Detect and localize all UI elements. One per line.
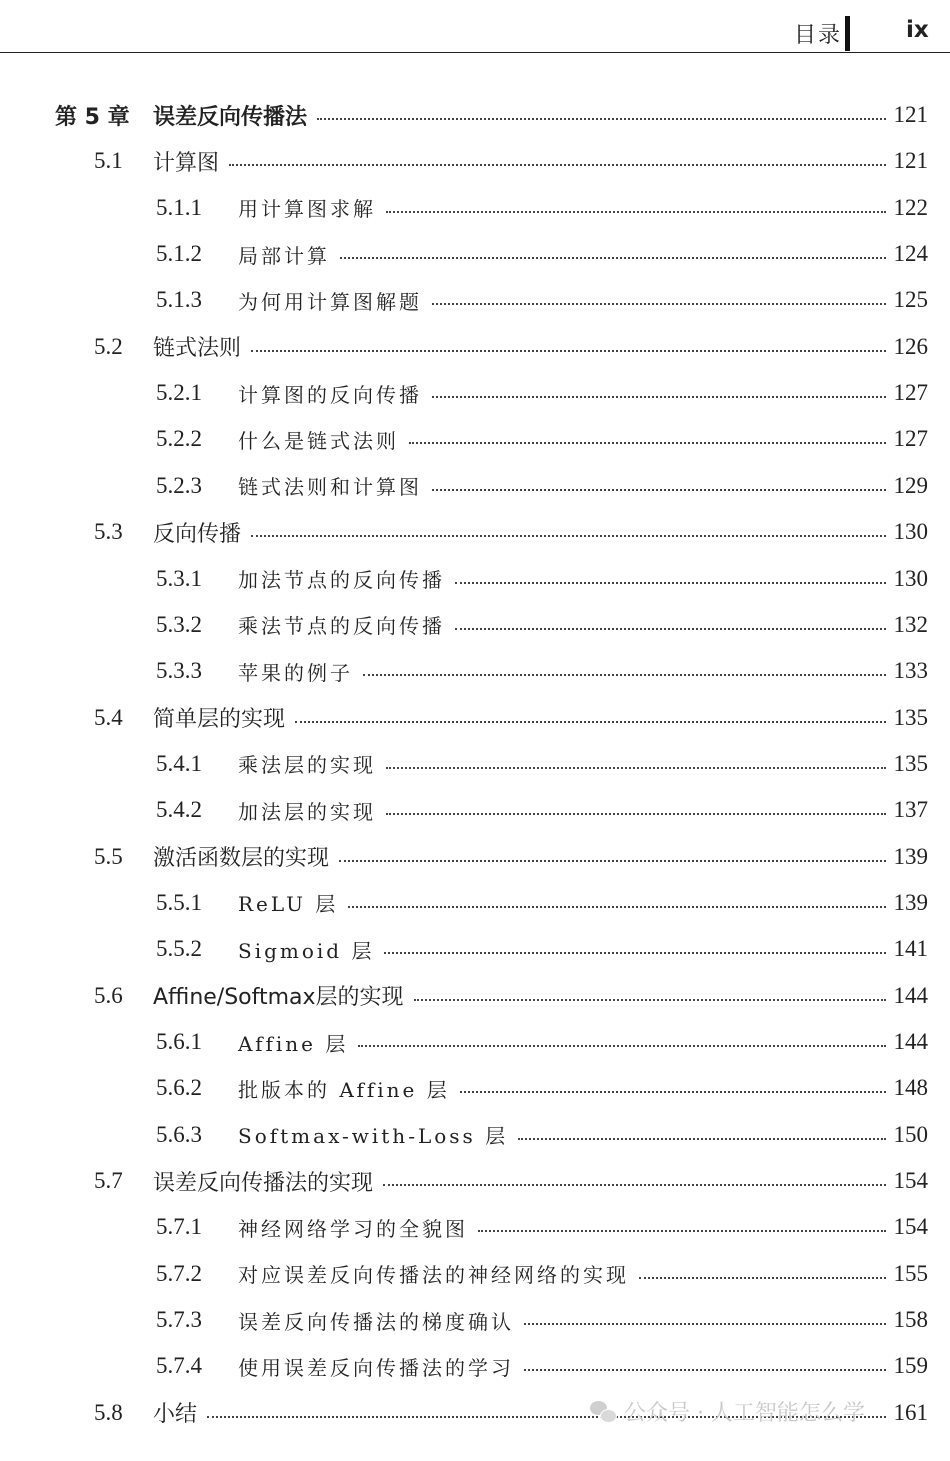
toc-entry bbox=[0, 1297, 950, 1343]
toc-entry-title: Affine/Softmax层的实现 bbox=[153, 985, 404, 1011]
toc-entry-title: 对应误差反向传播法的神经网络的实现 bbox=[238, 1263, 629, 1288]
toc-entry-page: 121 bbox=[893, 102, 928, 127]
toc-entry-page: 155 bbox=[893, 1260, 928, 1286]
toc-entry bbox=[0, 787, 950, 833]
toc-entry bbox=[0, 1204, 950, 1250]
watermark bbox=[590, 1396, 865, 1427]
toc-entry-page: 139 bbox=[893, 843, 928, 869]
toc-entry-title: 为何用计算图解题 bbox=[238, 289, 422, 314]
toc-entry-number: 5.2.1 bbox=[156, 380, 202, 406]
toc-entry-number: 5.6.3 bbox=[156, 1121, 202, 1147]
toc-entry-number: 第 5 章 bbox=[55, 104, 130, 130]
toc-entry-page: 130 bbox=[893, 519, 928, 545]
toc-entry-number: 5.4.2 bbox=[156, 797, 202, 823]
toc-entry-number: 5.3.3 bbox=[156, 658, 202, 684]
toc-entry-page: 154 bbox=[893, 1214, 928, 1240]
toc-entry-number: 5.7.3 bbox=[156, 1307, 202, 1333]
header-rule bbox=[0, 52, 950, 53]
toc-entry-number: 5.5 bbox=[94, 843, 123, 869]
toc-entry-number: 5.3.1 bbox=[156, 565, 202, 591]
toc-entry bbox=[0, 185, 950, 231]
toc-entry-title: 神经网络学习的全貌图 bbox=[238, 1216, 468, 1241]
toc-entry-page: 130 bbox=[893, 565, 928, 591]
toc-entry-number: 5.7.2 bbox=[156, 1260, 202, 1286]
toc-entry-title: 局部计算 bbox=[238, 243, 330, 268]
toc-entry-title: 误差反向传播法 bbox=[153, 104, 308, 130]
toc-entry-page: 159 bbox=[893, 1353, 928, 1379]
toc-entry-title: 加法节点的反向传播 bbox=[238, 568, 445, 592]
wechat-icon bbox=[590, 1401, 616, 1423]
toc-entry-page: 154 bbox=[893, 1168, 928, 1194]
toc-entry-number: 5.1.3 bbox=[156, 287, 202, 313]
toc-entry-title: ReLU 层 bbox=[238, 892, 339, 917]
toc-entry-title: 使用误差反向传播法的学习 bbox=[238, 1355, 514, 1380]
toc-entry-number: 5.6 bbox=[94, 982, 123, 1008]
toc-entry-title: Affine 层 bbox=[238, 1031, 349, 1056]
toc-entry-number: 5.4 bbox=[94, 704, 123, 730]
toc-leader-dots bbox=[339, 858, 886, 862]
toc-leader-dots bbox=[229, 162, 886, 166]
toc-entry bbox=[0, 416, 950, 462]
toc-entry-page: 133 bbox=[893, 658, 928, 684]
toc-leader-dots bbox=[455, 580, 886, 584]
toc-entry-number: 5.6.2 bbox=[156, 1075, 202, 1101]
toc-entry-title: 批版本的 Affine 层 bbox=[238, 1077, 450, 1102]
toc-entry bbox=[0, 324, 950, 370]
toc-entry-title: 什么是链式法则 bbox=[238, 428, 399, 453]
toc-entry bbox=[0, 370, 950, 416]
toc-entry bbox=[0, 695, 950, 741]
toc-entry-page: 144 bbox=[893, 982, 928, 1008]
toc-leader-dots bbox=[340, 255, 886, 259]
toc-leader-dots bbox=[455, 626, 886, 630]
toc-leader-dots bbox=[348, 904, 886, 908]
toc-leader-dots bbox=[384, 950, 886, 954]
toc-entry-page: 144 bbox=[893, 1029, 928, 1054]
toc-leader-dots bbox=[639, 1275, 886, 1279]
toc-entry bbox=[0, 1019, 950, 1065]
toc-leader-dots bbox=[524, 1321, 886, 1325]
toc-entry-page: 135 bbox=[893, 750, 928, 776]
toc-entry bbox=[0, 926, 950, 972]
toc-entry bbox=[0, 509, 950, 555]
toc-entry-page: 126 bbox=[893, 333, 928, 359]
toc-leader-dots bbox=[295, 719, 886, 723]
toc-entry-page: 132 bbox=[893, 611, 928, 637]
toc-entry-number: 5.7.1 bbox=[156, 1214, 202, 1240]
toc-entry bbox=[0, 1251, 950, 1297]
toc-entry-title: 乘法节点的反向传播 bbox=[238, 614, 445, 639]
toc-leader-dots bbox=[414, 997, 886, 1001]
toc-entry bbox=[0, 880, 950, 926]
toc-entry-number: 5.4.1 bbox=[156, 750, 202, 776]
toc-entry-title: 加法层的实现 bbox=[238, 799, 376, 824]
toc-entry-title: 链式法则 bbox=[153, 336, 242, 362]
header-divider-bar bbox=[845, 16, 850, 51]
toc-leader-dots bbox=[251, 533, 886, 537]
toc-entry-title: Sigmoid 层 bbox=[238, 938, 375, 963]
toc-entry-title: 苹果的例子 bbox=[238, 660, 353, 685]
toc-entry-number: 5.2.2 bbox=[156, 426, 202, 452]
toc-entry-page: 150 bbox=[893, 1121, 928, 1147]
toc-entry-page: 148 bbox=[893, 1075, 928, 1101]
toc-entry-number: 5.1.2 bbox=[156, 241, 202, 267]
toc-entry-page: 137 bbox=[893, 797, 928, 823]
toc-entry-number: 5.8 bbox=[94, 1399, 123, 1425]
toc-entry-title: 小结 bbox=[153, 1402, 198, 1428]
toc-entry bbox=[0, 231, 950, 277]
toc-entry-title: 计算图的反向传播 bbox=[238, 382, 422, 407]
header-page-number: ix bbox=[906, 17, 929, 43]
toc-entry-number: 5.1 bbox=[94, 148, 123, 174]
toc-entry-title: 误差反向传播法的实现 bbox=[153, 1170, 374, 1196]
toc-entry-title: 误差反向传播法的梯度确认 bbox=[238, 1309, 514, 1334]
toc-entry-page: 121 bbox=[893, 148, 928, 174]
toc-entry-page: 127 bbox=[893, 380, 928, 406]
toc-leader-dots bbox=[383, 1182, 886, 1186]
toc-entry-number: 5.7 bbox=[94, 1168, 123, 1194]
toc-leader-dots bbox=[358, 1043, 886, 1047]
toc-entry bbox=[0, 602, 950, 648]
page-header bbox=[0, 0, 950, 54]
toc-entry-title: 用计算图求解 bbox=[238, 197, 376, 222]
toc-leader-dots bbox=[317, 116, 886, 120]
toc-leader-dots bbox=[386, 811, 886, 815]
toc-entry bbox=[0, 834, 950, 880]
toc-entry-title: 简单层的实现 bbox=[153, 707, 286, 733]
toc-entry-page: 122 bbox=[893, 194, 928, 220]
toc-leader-dots bbox=[386, 209, 886, 213]
header-title: 目录 bbox=[793, 23, 842, 48]
toc-entry bbox=[0, 1158, 950, 1204]
toc-entry bbox=[0, 138, 950, 184]
toc-leader-dots bbox=[460, 1089, 886, 1093]
toc-leader-dots bbox=[432, 394, 886, 398]
toc-entry-number: 5.2.3 bbox=[156, 472, 202, 498]
toc-entry-title: 链式法则和计算图 bbox=[238, 475, 422, 500]
toc-entry-page: 161 bbox=[893, 1399, 928, 1425]
toc-leader-dots bbox=[478, 1228, 886, 1232]
toc-entry-page: 125 bbox=[893, 287, 928, 313]
toc-entry bbox=[0, 1065, 950, 1111]
toc-entry bbox=[0, 1112, 950, 1158]
toc-leader-dots bbox=[432, 301, 886, 305]
toc-entry-title: 激活函数层的实现 bbox=[153, 846, 330, 872]
toc-entry-page: 124 bbox=[893, 241, 928, 267]
toc-entry-page: 141 bbox=[893, 936, 928, 962]
toc-entry-number: 5.5.1 bbox=[156, 889, 202, 915]
toc-leader-dots bbox=[409, 440, 886, 444]
toc-entry-title: Softmax-with-Loss 层 bbox=[238, 1124, 509, 1149]
toc-entry-title: 反向传播 bbox=[153, 521, 242, 547]
toc-leader-dots bbox=[524, 1367, 886, 1371]
toc-entry bbox=[0, 973, 950, 1019]
toc-entry bbox=[0, 556, 950, 602]
toc-entry bbox=[0, 277, 950, 323]
toc-entry-number: 5.3.2 bbox=[156, 611, 202, 637]
toc-entry bbox=[0, 92, 950, 138]
toc-entry-number: 5.6.1 bbox=[156, 1029, 202, 1054]
toc-entry-number: 5.5.2 bbox=[156, 936, 202, 962]
toc-leader-dots bbox=[363, 672, 886, 676]
toc-entry-page: 158 bbox=[893, 1307, 928, 1333]
toc-entry-page: 139 bbox=[893, 889, 928, 915]
toc-entry bbox=[0, 463, 950, 509]
toc-entry-number: 5.7.4 bbox=[156, 1353, 202, 1379]
toc-leader-dots bbox=[251, 348, 886, 352]
toc-entry-title: 计算图 bbox=[153, 150, 220, 176]
toc-entry bbox=[0, 648, 950, 694]
toc-entry-title: 乘法层的实现 bbox=[238, 753, 376, 778]
toc-leader-dots bbox=[386, 765, 886, 769]
toc-entry bbox=[0, 741, 950, 787]
toc-entry-number: 5.3 bbox=[94, 519, 123, 545]
toc-entry-number: 5.1.1 bbox=[156, 194, 202, 220]
toc-entry-number: 5.2 bbox=[94, 333, 123, 359]
toc-entry-page: 129 bbox=[893, 472, 928, 498]
toc-entry bbox=[0, 1343, 950, 1389]
toc-leader-dots bbox=[432, 487, 886, 491]
toc-leader-dots bbox=[518, 1136, 886, 1140]
toc-entry-page: 135 bbox=[893, 704, 928, 730]
toc-entry-page: 127 bbox=[893, 426, 928, 452]
watermark-text: 公众号 · 人工智能怎么学 bbox=[624, 1401, 865, 1426]
